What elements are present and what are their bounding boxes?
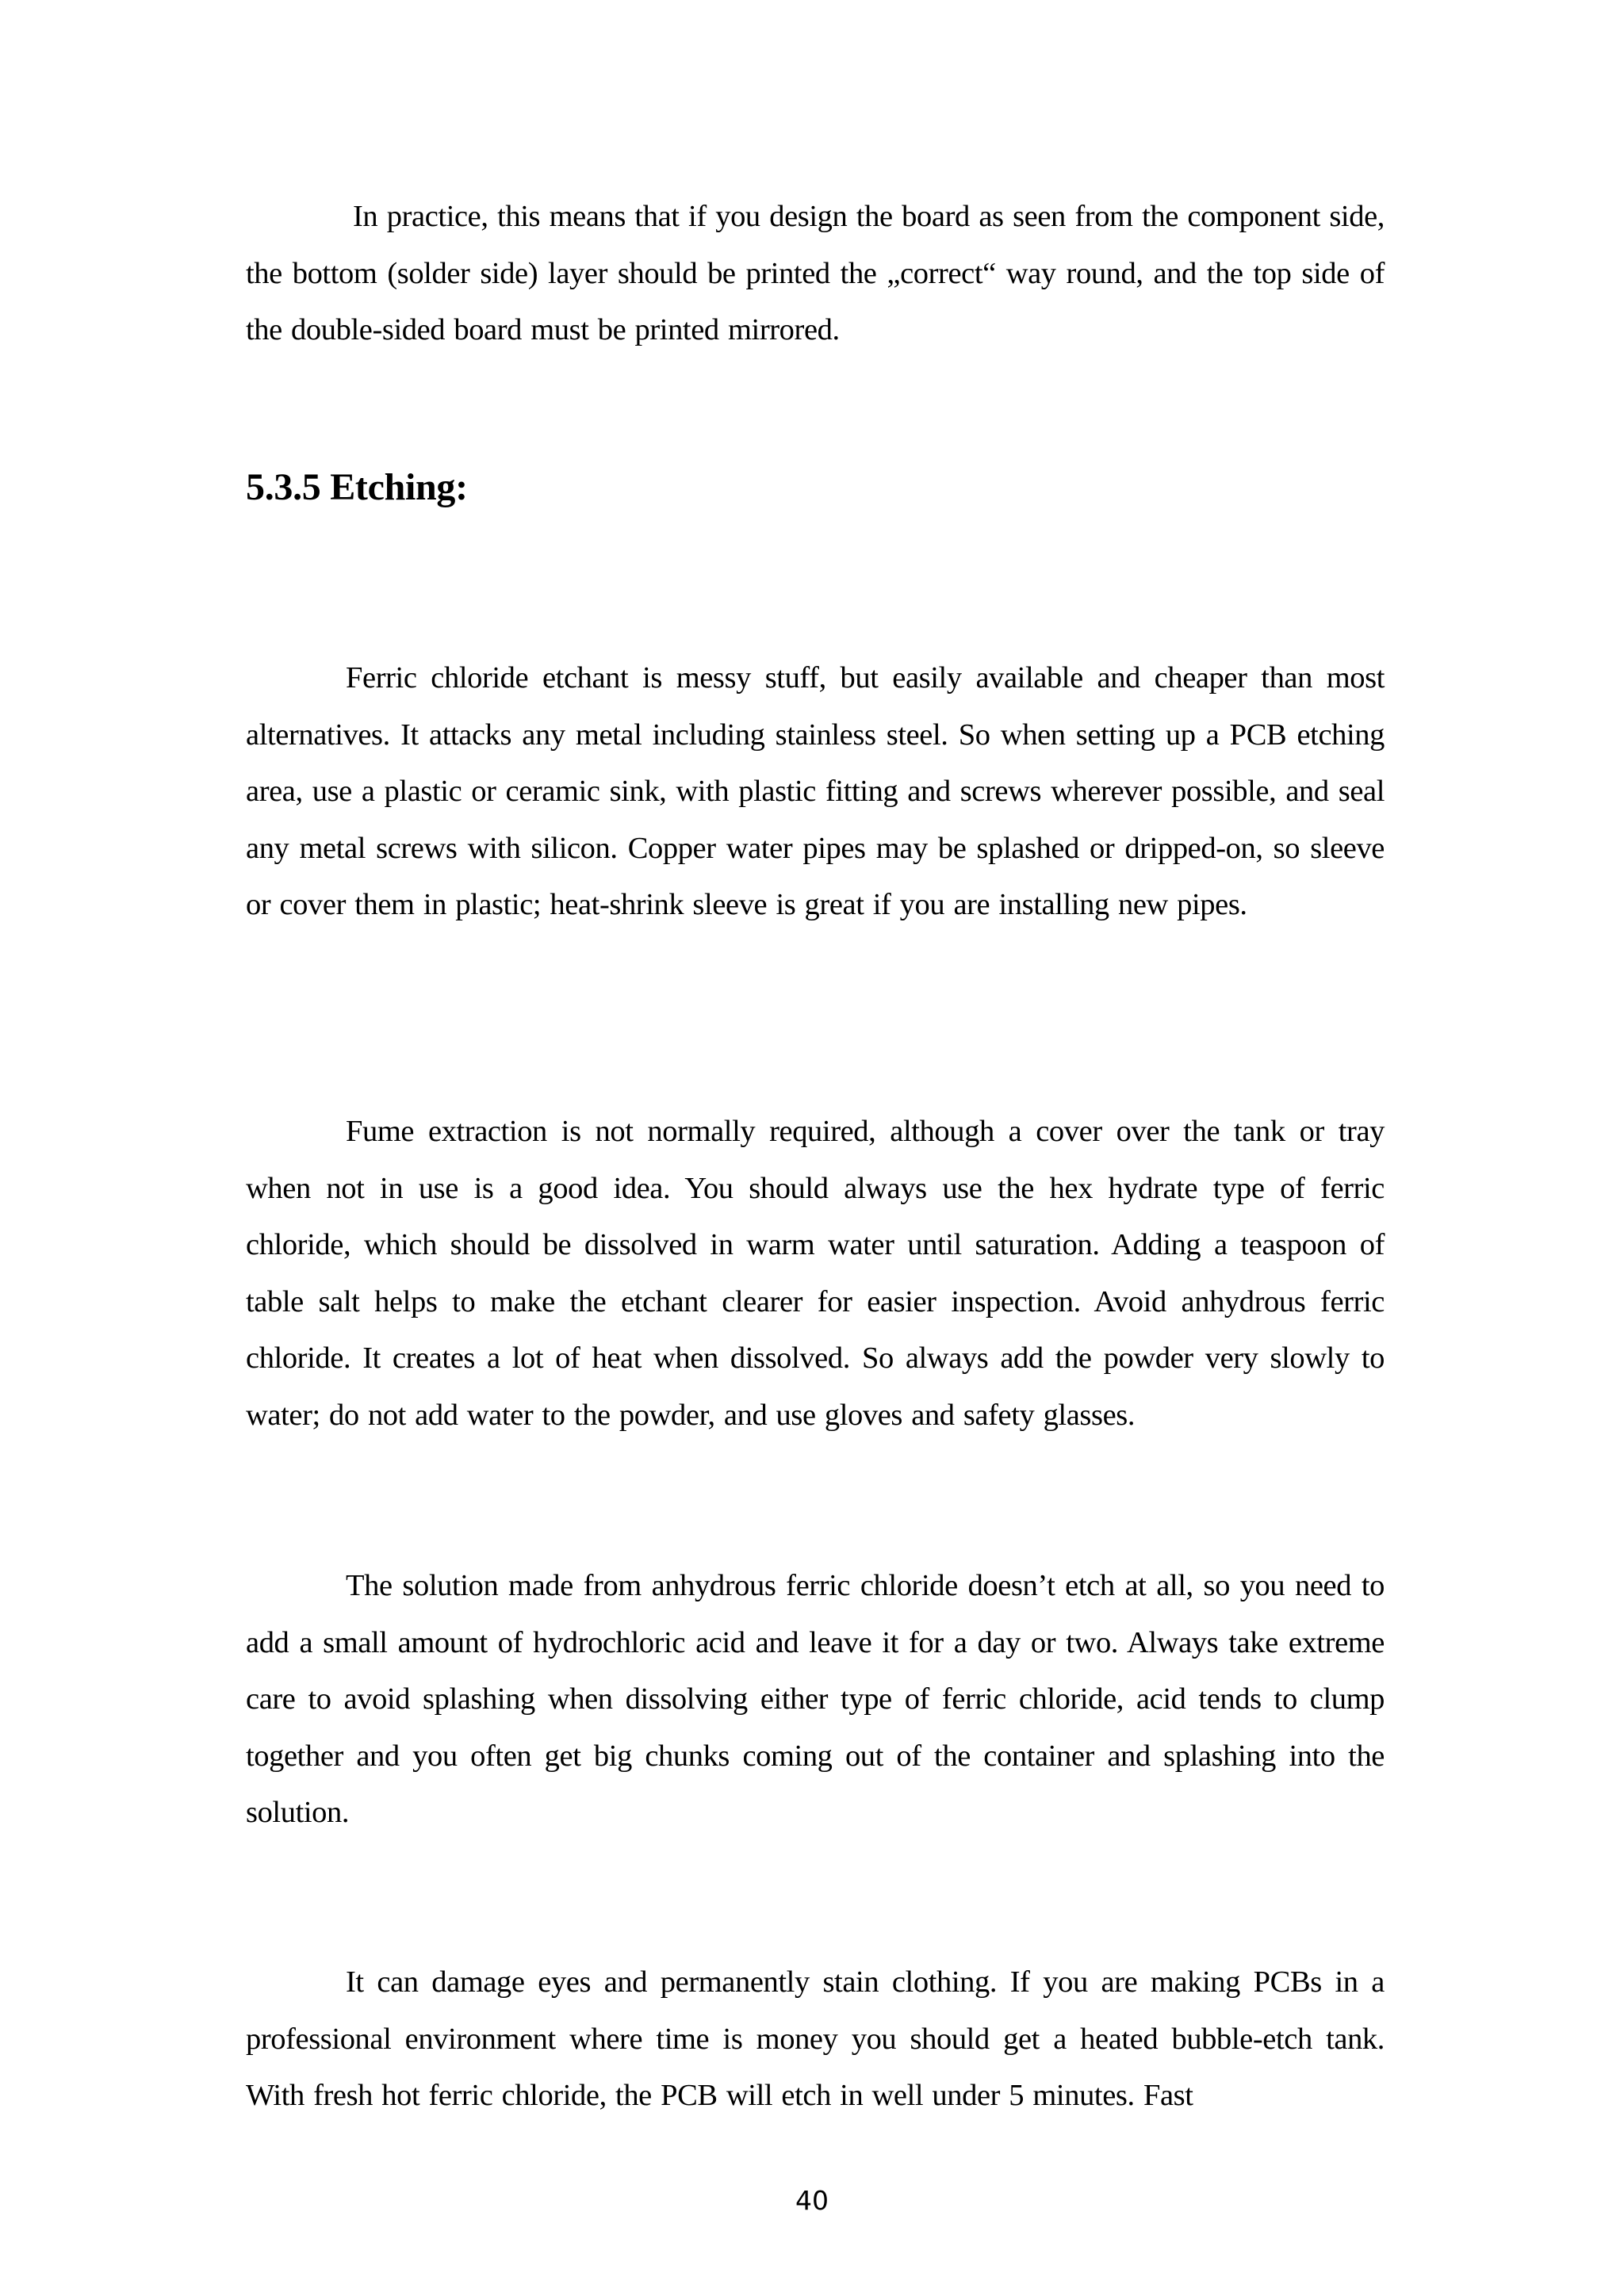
paragraph-anhydrous-solution: The solution made from anhydrous ferric chloride doesn’t etch at all, so you need to add a small amount of hydrochloric acid and leave it for a day or two. Always take extreme care to avoid splashing when dissolving either type of ferric chloride, acid tends to clump together and you often get big chunks coming out of the container and splashing into the solution. [246, 1569, 1385, 1829]
paragraph-fume-extraction: Fume extraction is not normally required, although a cover over the tank or tray when not in use is a good idea. You should always use the hex hydrate type of ferric chloride, which should be dissolved in warm water until saturation. Adding a teaspoon of table salt helps to make the etchant clearer for easier inspection. Avoid anhydrous ferric chloride. It creates a lot of heat when dissolved. So always add the powder very slowly to water; do not add water to the powder, and use gloves and safety glasses. [246, 1115, 1385, 1432]
paragraph-safety-and-tank: It can damage eyes and permanently stain clothing. If you are making PCBs in a professional environment where time is money you should get a heated bubble-etch tank. With fresh hot ferric chloride, the PCB will etch in well under 5 minutes. Fast [246, 1965, 1385, 2112]
page-number: 40 [795, 2185, 829, 2216]
paragraph-ferric-chloride-etchant: Ferric chloride etchant is messy stuff, but easily available and cheaper than most alternatives. It attacks any metal including stainless steel. So when setting up a PCB etching area, use a plastic or ceramic sink, with plastic fitting and screws wherever possible, and seal any metal screws with silicon. Copper water pipes may be splashed or dripped-on, so sleeve or cover them in plastic; heat-shrink sleeve is great if you are installing new pipes. [246, 661, 1385, 921]
paragraph-printing-orientation: In practice, this means that if you design the board as seen from the component side, the bottom (solder side) layer should be printed the „correct“ way round, and the top side of the double-sided board must be printed mirrored. [246, 200, 1385, 346]
section-heading: 5.3.5 Etching: [246, 466, 468, 508]
